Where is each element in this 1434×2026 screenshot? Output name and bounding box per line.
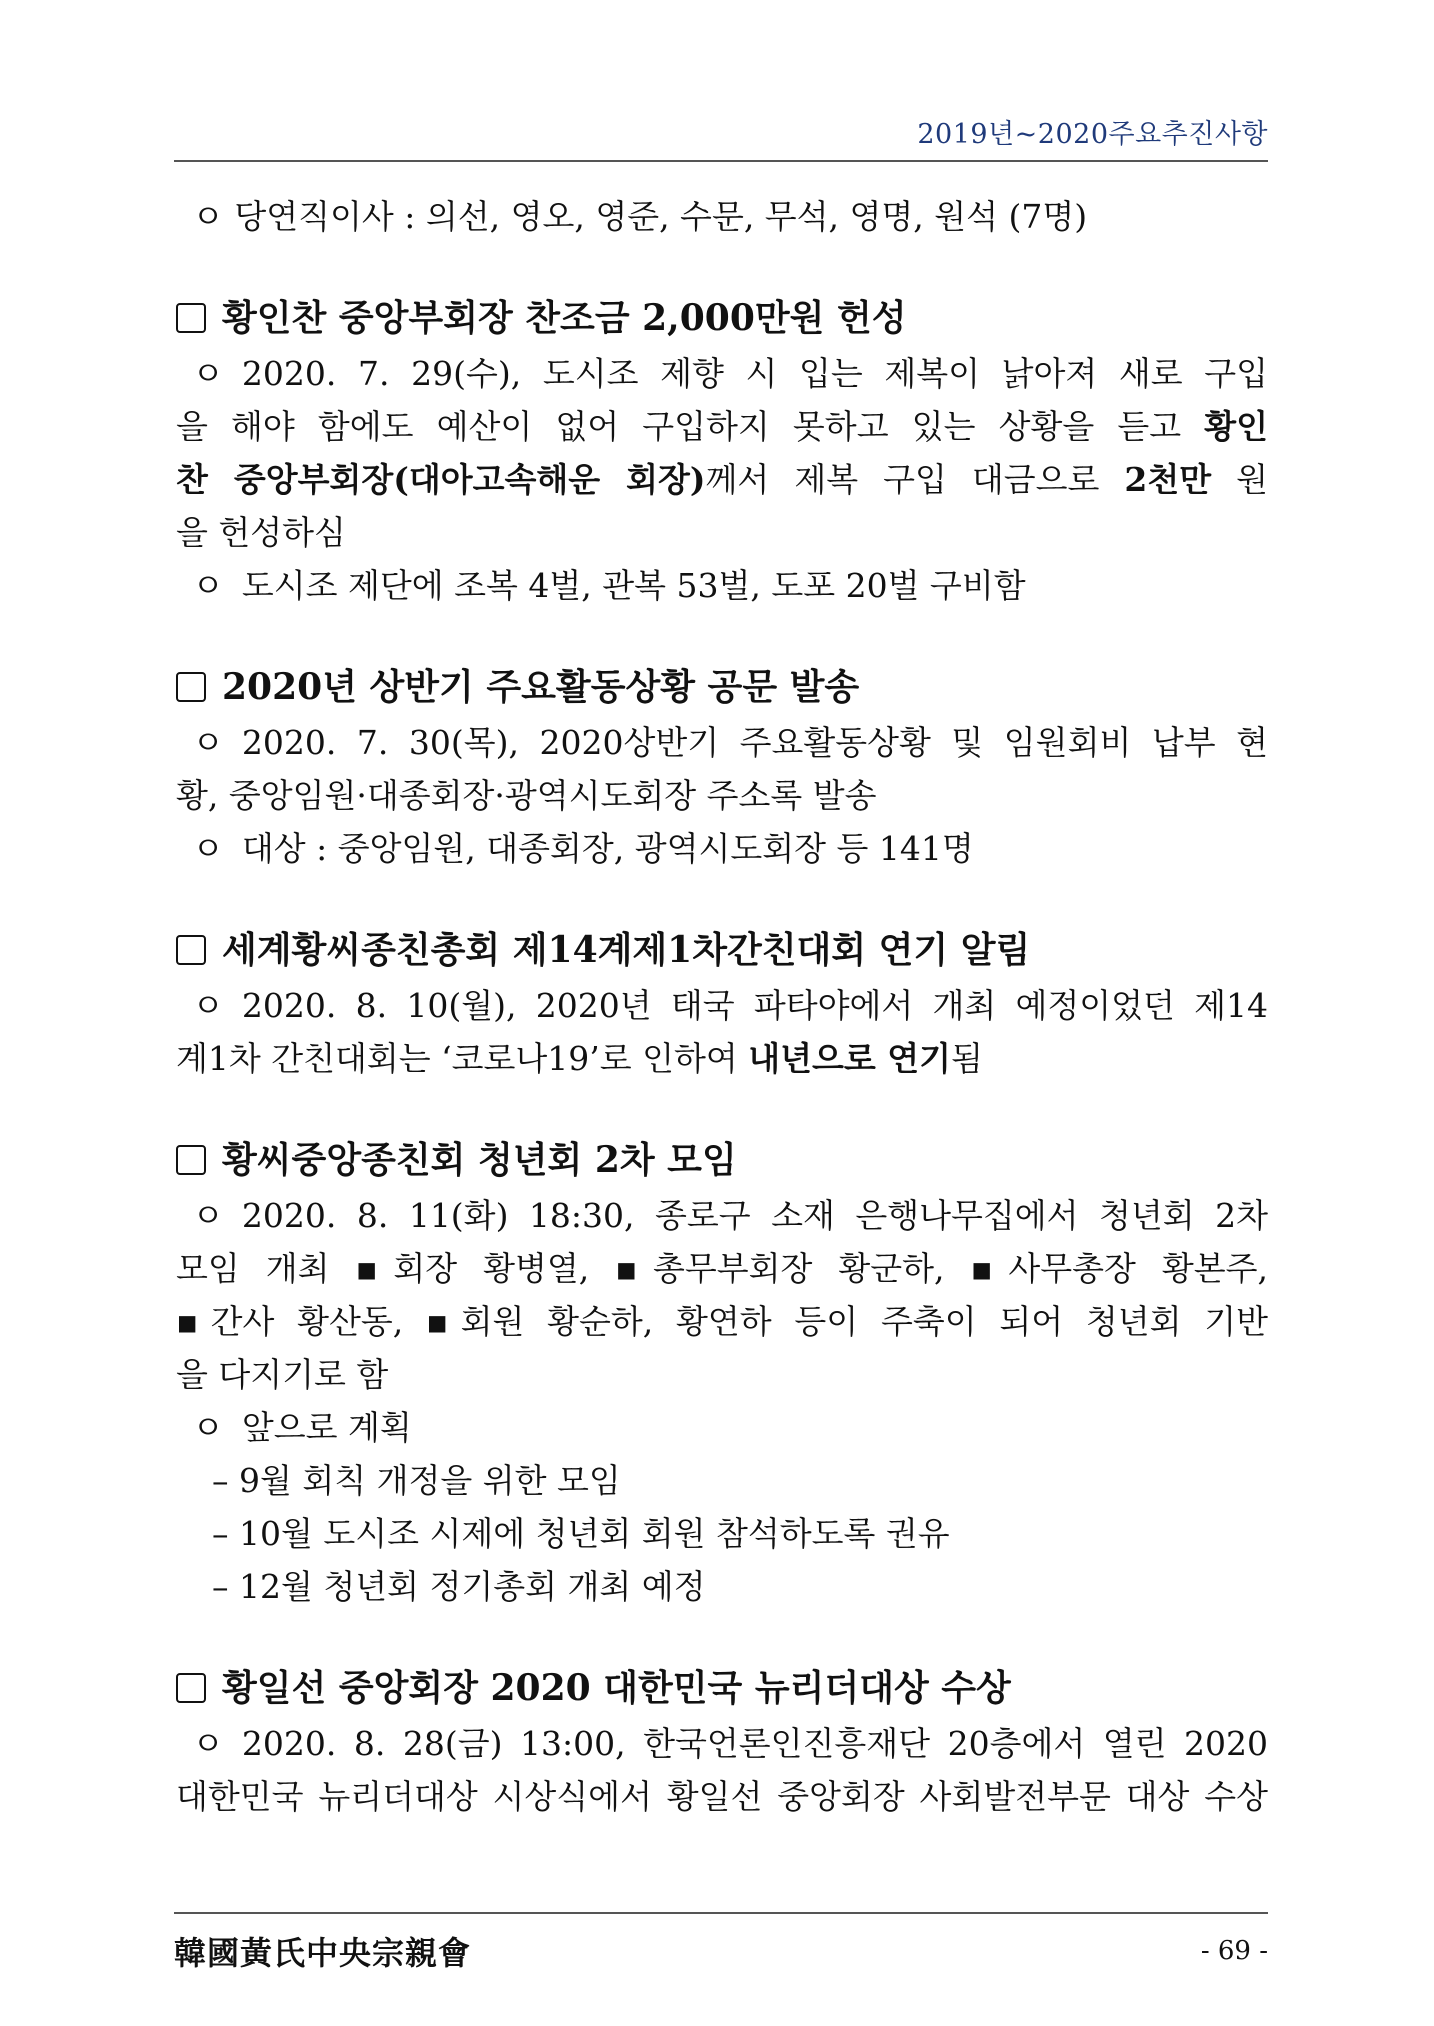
paragraph-line: ㅇ 2020. 7. 29(수), 도시조 제향 시 입는 제복이 낡아져 새로 구입 — [176, 347, 1268, 400]
bullet-icon: ㅇ — [192, 986, 224, 1025]
paragraph-line: 황, 중앙임원·대종회장·광역시도회장 주소록 발송 — [176, 776, 877, 815]
paragraph-line: ㅇ 2020. 7. 30(목), 2020상반기 주요활동상황 및 임원회비 납부 현 — [176, 716, 1268, 769]
header-divider — [174, 160, 1268, 162]
footer-divider — [174, 1912, 1268, 1914]
section-title: 황일선 중앙회장 2020 대한민국 뉴리더대상 수상 — [222, 1667, 1011, 1709]
paragraph-line: ▪간사 황산동, ▪회원 황순하, 황연하 등이 주축이 되어 청년회 기반 — [176, 1302, 1268, 1341]
section-title: 황인찬 중앙부회장 찬조금 2,000만원 헌성 — [222, 297, 907, 339]
dash-item: – 12월 청년회 정기총회 개최 예정 — [212, 1567, 706, 1606]
checkbox-icon — [176, 1145, 206, 1175]
bullet-icon: ㅇ — [192, 723, 224, 762]
paragraph-line: 모임 개최 ▪회장 황병열, ▪총무부회장 황군하, ▪사무총장 황본주, — [176, 1249, 1268, 1288]
section-title: 2020년 상반기 주요활동상황 공문 발송 — [222, 666, 860, 708]
document-body — [176, 190, 1268, 1823]
checkbox-icon — [176, 672, 206, 702]
paragraph-line: ㅇ 2020. 8. 11(화) 18:30, 종로구 소재 은행나무집에서 청년회 2차 — [176, 1189, 1268, 1242]
dash-item: – 10월 도시조 시제에 청년회 회원 참석하도록 권유 — [212, 1514, 950, 1553]
bullet-icon: ㅇ — [192, 1724, 224, 1763]
bullet-icon: ㅇ — [192, 1408, 224, 1447]
paragraph-line: 대한민국 뉴리더대상 시상식에서 황일선 중앙회장 사회발전부문 대상 수상 — [176, 1777, 1268, 1816]
section-heading — [176, 658, 1268, 716]
paragraph-line: ㅇ 대상 : 중앙임원, 대종회장, 광역시도회장 등 141명 — [176, 822, 1268, 875]
page-number: - 69 - — [1200, 1936, 1268, 1966]
dash-item: – 9월 회칙 개정을 위한 모임 — [212, 1461, 621, 1500]
bullet-icon: ㅇ — [192, 829, 224, 868]
checkbox-icon — [176, 1673, 206, 1703]
section-title: 세계황씨종친총회 제14계제1차간친대회 연기 알림 — [222, 929, 1031, 971]
paragraph-line: ㅇ 2020. 8. 10(월), 2020년 태국 파타야에서 개최 예정이었던 제14 — [176, 979, 1268, 1032]
section-title: 황씨중앙종친회 청년회 2차 모임 — [222, 1139, 737, 1181]
paragraph-line: 찬 중앙부회장(대아고속해운 회장)께서 제복 구입 대금으로 2천만 원 — [176, 460, 1268, 499]
bullet-icon: ㅇ — [192, 566, 224, 605]
paragraph-line: 계1차 간친대회는 ‘코로나19’로 인하여 내년으로 연기됨 — [176, 1039, 983, 1078]
paragraph-line: ㅇ 2020. 8. 28(금) 13:00, 한국언론인진흥재단 20층에서 열린 2020 — [176, 1717, 1268, 1770]
paragraph-line: ㅇ 앞으로 계획 — [176, 1401, 1268, 1454]
paragraph-line: 을 해야 함에도 예산이 없어 구입하지 못하고 있는 상황을 듣고 황인 — [176, 407, 1268, 446]
section-heading — [176, 1659, 1268, 1717]
intro-line: ㅇ 당연직이사 : 의선, 영오, 영준, 수문, 무석, 영명, 원석 (7명) — [192, 197, 1088, 236]
bullet-icon: ㅇ — [192, 354, 224, 393]
paragraph-line: 을 헌성하심 — [176, 513, 346, 552]
checkbox-icon — [176, 303, 206, 333]
bullet-icon: ㅇ — [192, 1196, 224, 1235]
page-header-title: 2019년~2020주요추진사항 — [917, 119, 1268, 150]
checkbox-icon — [176, 935, 206, 965]
footer-organization: 韓國黃氏中央宗親會 — [174, 1934, 472, 1972]
paragraph-line: ㅇ 도시조 제단에 조복 4벌, 관복 53벌, 도포 20벌 구비함 — [176, 559, 1268, 612]
section-heading — [176, 289, 1268, 347]
section-heading — [176, 1131, 1268, 1189]
paragraph-line: 을 다지기로 함 — [176, 1355, 389, 1394]
section-heading — [176, 921, 1268, 979]
